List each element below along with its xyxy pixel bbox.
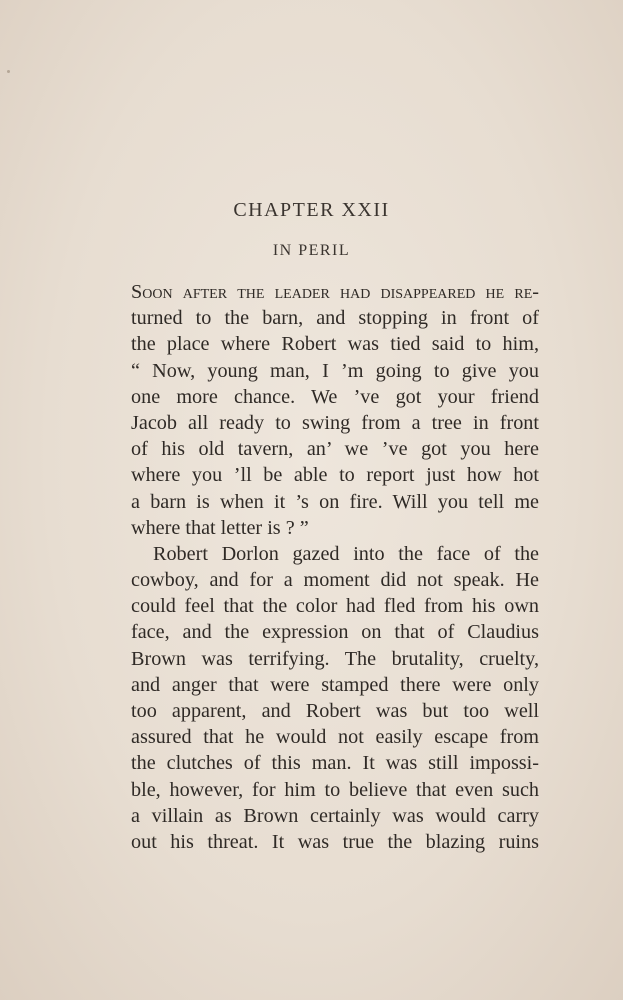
text-line: face, and the expression on that of Claudius bbox=[131, 621, 539, 644]
text-line: out his threat. It was true the blazing ruins bbox=[131, 830, 539, 853]
chapter-heading: CHAPTER XXII bbox=[233, 199, 390, 221]
text-line: too apparent, and Robert was but too well bbox=[131, 700, 539, 722]
text-line: a barn is when it ’s on fire. Will you tell me bbox=[131, 490, 539, 513]
text-line: where that letter is ? ” bbox=[131, 516, 309, 539]
text-line: where you ’ll be able to report just how hot bbox=[131, 464, 539, 487]
text-line: the clutches of this man. It was still impossi- bbox=[131, 752, 539, 775]
text-line: assured that he would not easily escape from bbox=[131, 726, 539, 749]
text-line: cowboy, and for a moment did not speak. He bbox=[131, 569, 539, 592]
page-speck bbox=[7, 70, 10, 73]
text-line: the place where Robert was tied said to him, bbox=[131, 333, 539, 356]
text-line: Robert Dorlon gazed into the face of the bbox=[153, 542, 539, 565]
text-line: Soon after the leader had disappeared he re- bbox=[131, 281, 539, 303]
text-line: ble, however, for him to believe that even such bbox=[131, 778, 539, 801]
text-line: one more chance. We ’ve got your friend bbox=[131, 385, 539, 408]
text-line: “ Now, young man, I ’m going to give you bbox=[131, 359, 539, 382]
text-line: a villain as Brown certainly was would carry bbox=[131, 804, 539, 827]
text-line: turned to the barn, and stopping in front of bbox=[131, 307, 539, 330]
paragraph-2 bbox=[131, 541, 539, 855]
chapter-title: IN PERIL bbox=[272, 242, 351, 259]
text-line: Brown was terrifying. The brutality, cruelty, bbox=[131, 647, 539, 670]
text-line: Jacob all ready to swing from a tree in front bbox=[131, 411, 539, 434]
text-line: and anger that were stamped there were only bbox=[131, 673, 539, 696]
text-line: could feel that the color had fled from his own bbox=[131, 595, 539, 618]
text-line: of his old tavern, an’ we ’ve got you here bbox=[131, 438, 539, 461]
paragraph-1 bbox=[131, 279, 539, 541]
body-text bbox=[131, 279, 539, 855]
